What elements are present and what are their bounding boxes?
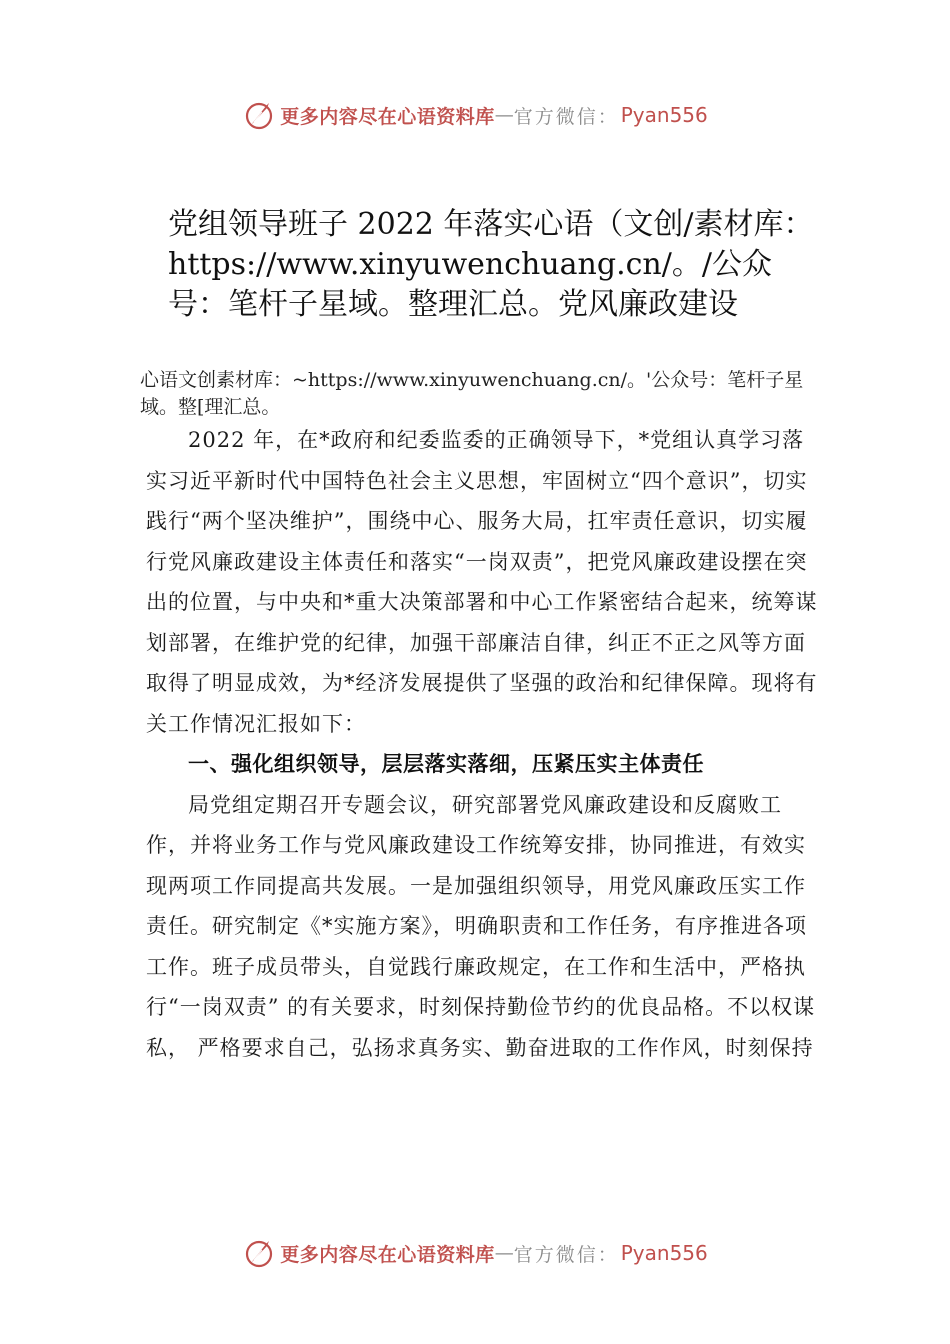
banner-text: 更多内容尽在心语资料库	[280, 1243, 495, 1266]
quill-circle-icon	[242, 1236, 276, 1270]
section-paragraph: 局党组定期召开专题会议，研究部署党风廉政建设和反腐败工作，并将业务工作与党风廉政建设工作统筹安排，协同推进，有效实现两项工作同提高共发展。一是加强组织领导，用党风廉政压实工作责任。研究制定《*实施方案》，明确职责和工作任务，有序推进各项工作。班子成员带头，自觉践行廉政规定，在工作和生活中，严格执行“一岗双责” 的有关要求，时刻保持勤俭节约的优良品格。不以权谋私， 严格要求自己，弘扬求真务实、勤奋进取的工作作风，时刻保持	[146, 792, 816, 1060]
section-heading: 一、强化组织领导，层层落实落细，压紧压实主体责任	[188, 752, 704, 776]
header-banner	[0, 95, 950, 135]
document-subtitle: 心语文创素材库：~https://www.xinyuwenchuang.cn/。'公众号：笔杆子星域。整[理汇总。	[140, 369, 804, 418]
banner-text: 更多内容尽在心语资料库	[280, 105, 495, 128]
intro-paragraph: 2022 年，在*政府和纪委监委的正确领导下，*党组认真学习落实习近平新时代中国特色社会主义思想，牢固树立“四个意识”，切实践行“两个坚决维护”，围绕中心、服务大局，扛牢责任意识，切实履行党风廉政建设主体责任和落实“一岗双责”，把党风廉政建设摆在突出的位置，与中央和*重大决策部署和中心工作紧密结合起来，统筹谋划部署，在维护党的纪律，加强干部廉洁自律，纠正不正之风等方面取得了明显成效，为*经济发展提供了坚强的政治和纪律保障。现将有关工作情况汇报如下：	[146, 428, 818, 736]
banner-wechat-label: 官方微信：	[513, 105, 619, 128]
quill-circle-icon	[242, 98, 276, 132]
banner-wechat-id: Pyan556	[620, 103, 708, 127]
document-body	[146, 420, 822, 1068]
banner-separator: —	[494, 104, 514, 126]
banner-wechat-label: 官方微信：	[513, 1243, 619, 1266]
document-title: 党组领导班子 2022 年落实心语（文创/素材库：https://www.xinyuwenchuang.cn/。/公众号：笔杆子星域。整理汇总。党风廉政建设	[168, 207, 814, 322]
footer-banner	[0, 1233, 950, 1273]
banner-wechat-id: Pyan556	[620, 1241, 708, 1265]
banner-separator: —	[494, 1242, 514, 1264]
